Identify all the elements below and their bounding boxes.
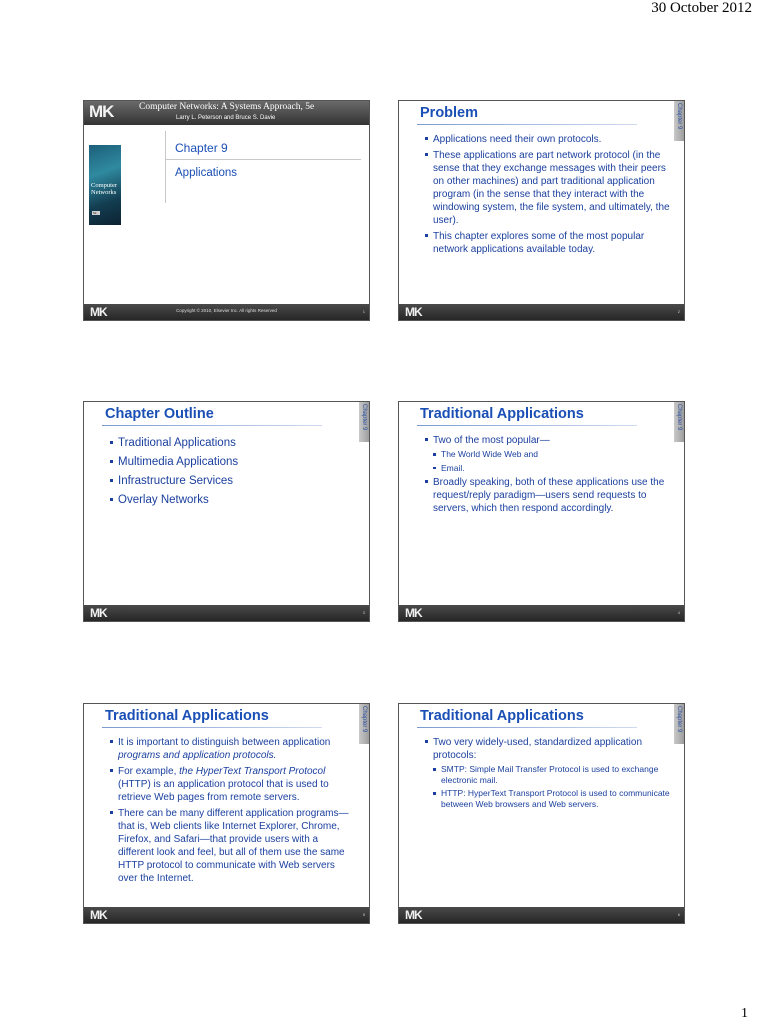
slide-footer	[84, 605, 369, 621]
footer-logo: MK	[90, 606, 107, 620]
mk-logo: MK	[89, 102, 114, 121]
title-underline	[417, 124, 637, 125]
chapter-label: Chapter 9	[175, 141, 228, 155]
bullet-item: Applications need their own protocols.	[425, 133, 670, 146]
footer-logo: MK	[90, 305, 107, 319]
footer-logo: MK	[405, 305, 422, 319]
slide-footer	[399, 907, 684, 923]
book-authors: Larry L. Peterson and Bruce S. Davie	[176, 115, 276, 121]
slide-number: 4	[677, 610, 680, 615]
title-divider-vertical	[165, 131, 166, 203]
bullet-list	[110, 434, 355, 510]
bullet-item: Multimedia Applications	[110, 453, 355, 472]
bullet-item: For example, the HyperText Transport Protocol (HTTP) is an application protocol that is used to retrieve Web pages from remote servers.	[110, 765, 355, 804]
chapter-side-tab: Chapter 9	[674, 704, 684, 744]
print-date: 30 October 2012	[651, 0, 752, 16]
slide-3-outline	[83, 401, 370, 622]
slide-title: Chapter Outline	[105, 406, 214, 422]
title-underline	[417, 727, 637, 728]
title-underline	[417, 425, 637, 426]
sub-bullet-item: The World Wide Web and	[433, 449, 670, 460]
cover-title: Computer Networks	[91, 182, 117, 196]
slide-4-traditional	[398, 401, 685, 622]
slide-2-problem	[398, 100, 685, 321]
footer-logo: MK	[405, 908, 422, 922]
slide-6-traditional	[398, 703, 685, 924]
slide-number: 3	[362, 610, 365, 615]
slide-title: Problem	[420, 105, 479, 121]
slide-footer	[84, 304, 369, 320]
chapter-side-tab: Chapter 9	[359, 402, 369, 442]
book-cover-image	[89, 145, 121, 225]
bullet-item: There can be many different application programs—that is, Web clients like Internet Explorer, Chrome, Firefox, and Safari—that provide users with a different look and feel, but all of them use the same HTTP protocol to communicate with Web servers over the Internet.	[110, 807, 355, 885]
bullet-item: Traditional Applications	[110, 434, 355, 453]
slide-title: Traditional Applications	[420, 708, 584, 724]
bullet-item: It is important to distinguish between application programs and application protocols.	[110, 736, 355, 762]
title-divider-horizontal	[165, 159, 361, 160]
bullet-item: These applications are part network protocol (in the sense that they exchange messages with their peers on other machines) and part traditional application program (in the sense that they interact with the windowing system, the file system, and ultimately, the user).	[425, 149, 670, 227]
sub-bullet-list	[433, 764, 670, 809]
chapter-side-tab: Chapter 9	[674, 101, 684, 141]
bullet-item: Broadly speaking, both of these applications use the request/reply paradigm—users send requests to servers, which then respond accordingly.	[425, 476, 670, 515]
copyright-text: Copyright © 2010, Elsevier Inc. All rights Reserved	[176, 308, 277, 313]
slide-number: 1	[362, 309, 365, 314]
book-title: Computer Networks: A Systems Approach, 5e	[139, 102, 315, 112]
bullet-item: This chapter explores some of the most popular network applications available today.	[425, 230, 670, 256]
slide-footer	[84, 907, 369, 923]
slide-footer	[399, 304, 684, 320]
slide-footer	[399, 605, 684, 621]
footer-logo: MK	[405, 606, 422, 620]
bullet-list	[425, 133, 670, 259]
chapter-side-tab: Chapter 9	[359, 704, 369, 744]
bullet-item: Infrastructure Services	[110, 472, 355, 491]
slide-number: 6	[677, 912, 680, 917]
sub-bullet-list	[433, 449, 670, 473]
bullet-list	[425, 434, 670, 518]
slide-5-traditional	[83, 703, 370, 924]
slide-number: 2	[677, 309, 680, 314]
slide-title: Traditional Applications	[105, 708, 269, 724]
cover-edition-badge: 5E	[92, 211, 100, 215]
slide-1-title	[83, 100, 370, 321]
chapter-side-tab: Chapter 9	[674, 402, 684, 442]
bullet-list	[110, 736, 355, 888]
bullet-item: Overlay Networks	[110, 491, 355, 510]
sub-bullet-item: HTTP: HyperText Transport Protocol is used to communicate between Web browsers and Web servers.	[433, 788, 670, 809]
bullet-list	[425, 736, 670, 812]
title-header-bar	[84, 101, 369, 125]
chapter-subtitle: Applications	[175, 167, 238, 179]
slide-number: 5	[362, 912, 365, 917]
sub-bullet-item: SMTP: Simple Mail Transfer Protocol is used to exchange electronic mail.	[433, 764, 670, 785]
footer-logo: MK	[90, 908, 107, 922]
page-number: 1	[741, 1006, 748, 1021]
bullet-item: Two very widely-used, standardized application protocols: SMTP: Simple Mail Transfer Protocol is used to exchange electronic mail. HTTP: HyperText Transport Protocol is used to communicate between Web browsers and Web servers.	[425, 736, 670, 809]
slide-title: Traditional Applications	[420, 406, 584, 422]
bullet-item: Two of the most popular— The World Wide Web and Email.	[425, 434, 670, 473]
title-underline	[102, 425, 322, 426]
title-underline	[102, 727, 322, 728]
sub-bullet-item: Email.	[433, 463, 670, 474]
